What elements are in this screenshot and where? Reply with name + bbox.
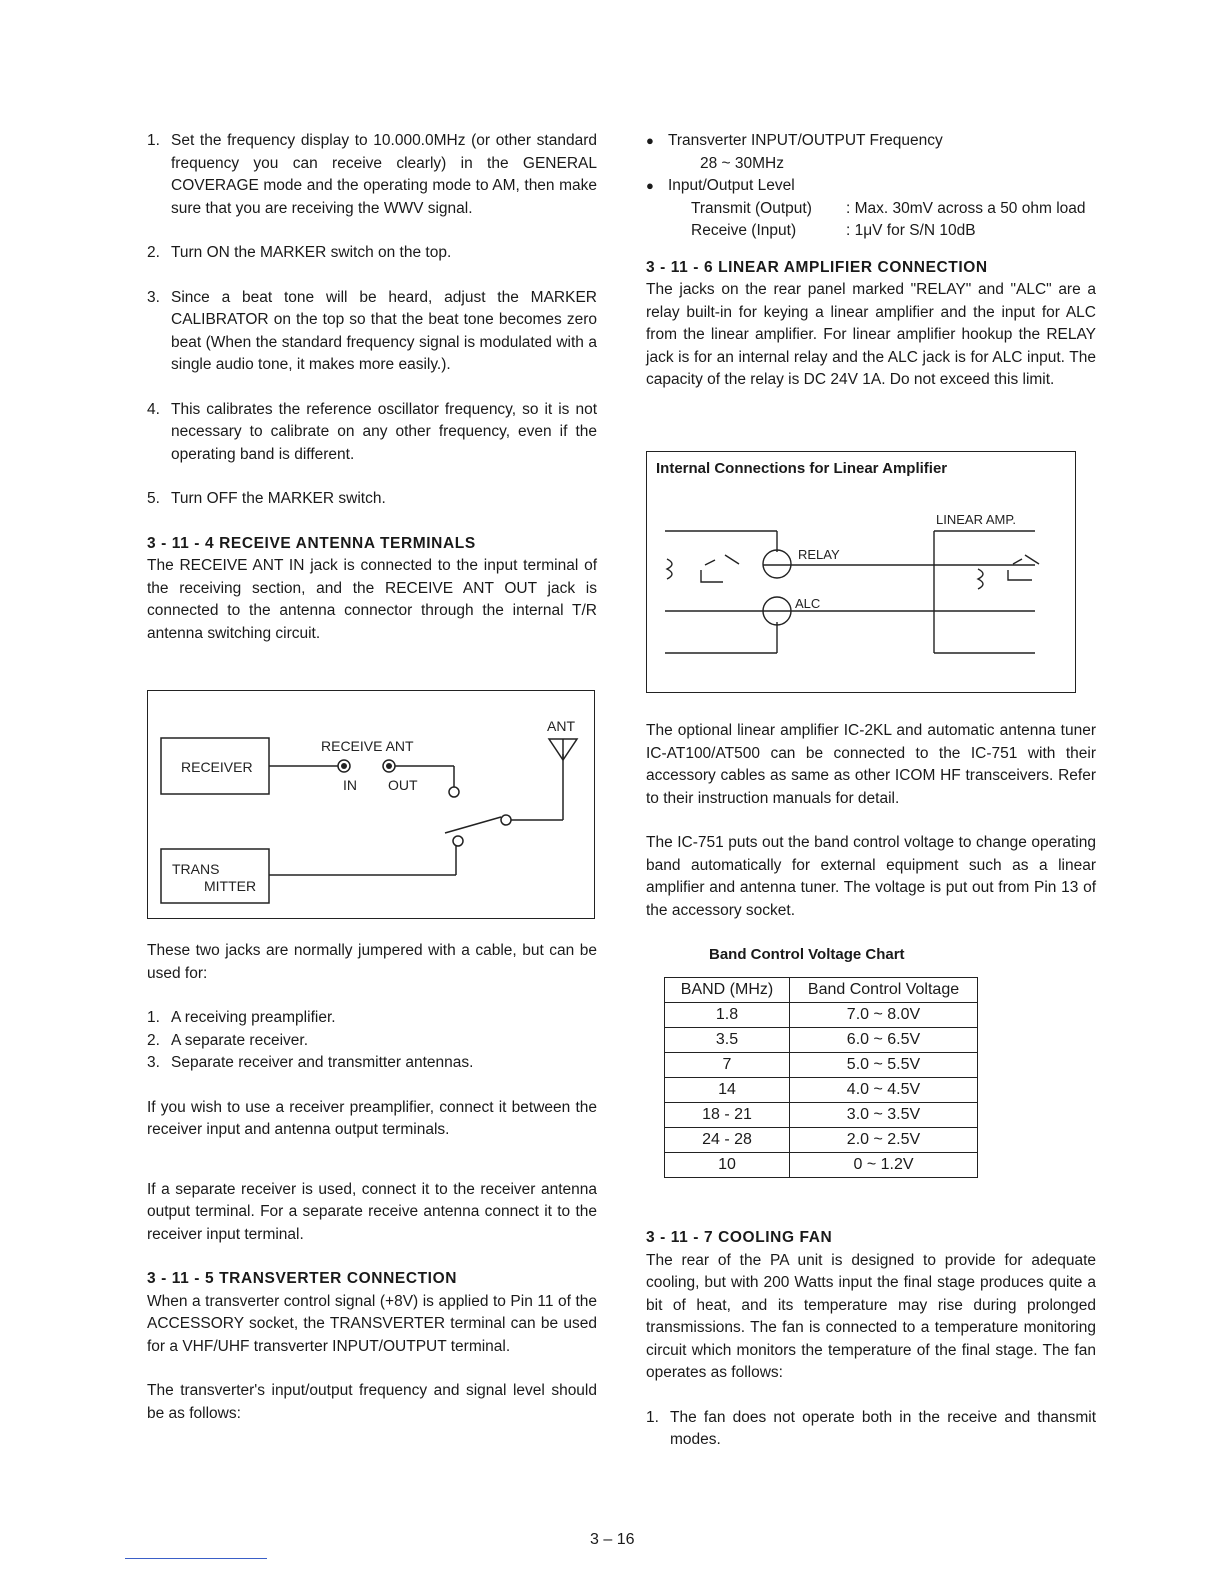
linear-amp-label: LINEAR AMP.: [936, 512, 1016, 527]
transverter-text-2: The transverter's input/output frequency and signal level should be as follows:: [147, 1382, 597, 1422]
right-column-bottom: [646, 1227, 1096, 1452]
frequency-value: 28 ~ 30MHz: [700, 154, 785, 172]
receive-ant-label: RECEIVE ANT: [321, 738, 414, 754]
step-4: 4. This calibrates the reference oscillator frequency, so it is not necessary to calibrate on any other frequency, even if the operating band is different.: [147, 400, 597, 463]
table-row: 10 0 ~ 1.2V: [665, 1153, 978, 1178]
cooling-fan-text: The rear of the PA unit is designed to provide for adequate cooling, but with 200 Watts input the final stage produces quite a bit of heat, and its temperature may rise during prolonged transmissions. The fan is connected to a temperature monitoring circuit which monitors the temperature of the final stage. The fan operates as follows:: [646, 1251, 1096, 1381]
band-chart-title: Band Control Voltage Chart: [709, 946, 905, 963]
linear-amp-schematic: [647, 452, 1075, 692]
table-row: 3.5 6.0 ~ 6.5V: [665, 1028, 978, 1053]
ant-label: ANT: [547, 718, 575, 734]
right-column-lower: [646, 720, 1096, 967]
step-1: 1. Set the frequency display to 10.000.0MHz (or other standard frequency you can receive clearly) in the GENERAL COVERAGE mode and the operating mode to AM, then make sure that you are receiving the WWV signal.: [147, 132, 597, 217]
receive-antenna-schematic: [148, 691, 594, 918]
receive-antenna-text: The RECEIVE ANT IN jack is connected to the input terminal of the receiving section, and the RECEIVE ANT OUT jack is connected to the antenna connector through the internal T/R antenna switching circuit.: [147, 557, 597, 642]
table-row: 18 - 21 3.0 ~ 3.5V: [665, 1103, 978, 1128]
receive-level-row: Receive (Input) : 1μV for S/N 10dB: [691, 222, 976, 239]
receive-antenna-diagram: [147, 690, 595, 919]
transmit-level-row: Transmit (Output) : Max. 30mV across a 50 ohm load: [691, 199, 1086, 217]
out-label: OUT: [388, 777, 418, 793]
fan-item-1: 1. The fan does not operate both in the receive and thansmit modes.: [646, 1408, 1096, 1448]
section-heading-cooling-fan: 3 - 11 - 7 COOLING FAN: [646, 1229, 833, 1246]
in-label: IN: [343, 777, 357, 793]
bullet-icon: ●: [646, 133, 654, 148]
section-heading-linear-amp: 3 - 11 - 6 LINEAR AMPLIFIER CONNECTION: [646, 258, 988, 276]
step-5: 5. Turn OFF the MARKER switch.: [147, 490, 386, 507]
linear-amp-diagram: [646, 451, 1076, 693]
table-header-row: [665, 978, 978, 1003]
use-1: 1. A receiving preamplifier.: [147, 1009, 336, 1026]
table-row: 14 4.0 ~ 4.5V: [665, 1078, 978, 1103]
linear-amp-diagram-title: Internal Connections for Linear Amplifier: [656, 460, 948, 477]
receiver-label: RECEIVER: [181, 759, 253, 775]
alc-label: ALC: [795, 596, 821, 611]
bullet-level: ● Input/Output Level: [646, 175, 1096, 198]
column-header-voltage: Band Control Voltage: [790, 978, 978, 1003]
table-row: 1.8 7.0 ~ 8.0V: [665, 1003, 978, 1028]
footer-line: [125, 1558, 267, 1559]
relay-label: RELAY: [798, 547, 840, 562]
section-heading-transverter: 3 - 11 - 5 TRANSVERTER CONNECTION: [147, 1270, 458, 1287]
mitter-label: MITTER: [204, 878, 257, 894]
band-control-text: The IC-751 puts out the band control voltage to change operating band automatically for external equipment such as a linear amplifier and antenna tuner. The voltage is put out from Pin 13 of the accessory socket.: [646, 834, 1096, 919]
left-column-lower: [147, 940, 597, 1425]
jumper-text: These two jacks are normally jumpered with a cable, but can be used for:: [147, 942, 597, 982]
step-3: 3. Since a beat tone will be heard, adjust the MARKER CALIBRATOR on the top so that the beat tone becomes zero beat (When the standard frequency signal is modulated with a single audio tone, it makes more easily.).: [147, 288, 597, 373]
band-control-voltage-table: [664, 977, 978, 1178]
linear-amp-text: The jacks on the rear panel marked "RELAY" and "ALC" are a relay built-in for keying a linear amplifier and the input for ALC from the linear amplifier. For linear amplifier hookup the RELAY jack is for an internal relay and the ALC jack is for ALC input. The capacity of the relay is DC 24V 1A. Do not exceed this limit.: [646, 281, 1096, 388]
optional-equipment-text: The optional linear amplifier IC-2KL and automatic antenna tuner IC-AT100/AT500 can be connected to the IC-751 with their accessory cables as same as other ICOM HF transceivers. Refer to their instruction manuals for detail.: [646, 722, 1096, 807]
separate-receiver-text: If a separate receiver is used, connect it to the receiver antenna output terminal. For a separate receive antenna connect it to the receiver input terminal.: [147, 1180, 597, 1243]
step-2: 2. Turn ON the MARKER switch on the top.: [147, 244, 452, 261]
trans-label: TRANS: [172, 861, 220, 877]
page-number: 3 – 16: [590, 1531, 635, 1548]
use-3: 3. Separate receiver and transmitter antennas.: [147, 1054, 474, 1071]
table-row: 24 - 28 2.0 ~ 2.5V: [665, 1128, 978, 1153]
section-heading-receive-antenna: 3 - 11 - 4 RECEIVE ANTENNA TERMINALS: [147, 534, 476, 552]
table-row: 7 5.0 ~ 5.5V: [665, 1053, 978, 1078]
column-header-band: BAND (MHz): [665, 978, 790, 1003]
preamp-text: If you wish to use a receiver preamplifier, connect it between the receiver input and antenna output terminals.: [147, 1098, 597, 1138]
use-2: 2. A separate receiver.: [147, 1031, 308, 1049]
transverter-text: When a transverter control signal (+8V) is applied to Pin 11 of the ACCESSORY socket, the TRANSVERTER terminal can be used for a VHF/UHF transverter INPUT/OUTPUT terminal.: [147, 1292, 597, 1355]
left-column: [147, 130, 597, 645]
right-column: [646, 130, 1096, 392]
bullet-icon: ●: [646, 178, 654, 193]
bullet-frequency: ● Transverter INPUT/OUTPUT Frequency: [646, 130, 1096, 153]
